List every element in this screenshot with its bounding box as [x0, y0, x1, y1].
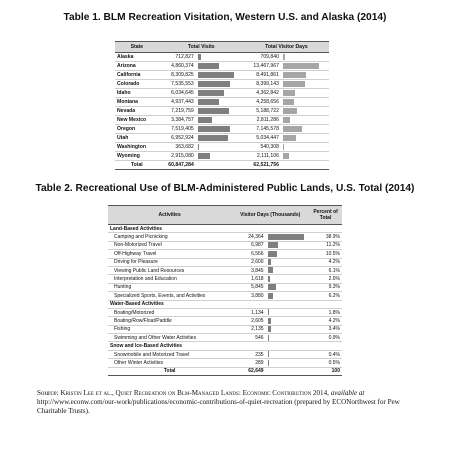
table1-visits: 6,034,645: [159, 89, 196, 98]
table1-visits: 7,519,405: [159, 125, 196, 134]
table1-days: 7,145,578: [244, 125, 281, 134]
table2-percent: 3.4%: [309, 325, 342, 333]
table1-days: 5,034,447: [244, 134, 281, 143]
table1-state: Washington: [115, 143, 159, 152]
table2-activity: Viewing Public Land Resources: [108, 266, 231, 274]
table1-body: [115, 53, 329, 161]
table2-activity: Other Winter Activities: [108, 359, 231, 367]
table1-row: [115, 152, 329, 161]
table1-days-bar: [283, 63, 319, 69]
table2-group-row: [108, 300, 342, 308]
table2-percent: 2.6%: [309, 275, 342, 283]
source-year: 2014,: [311, 389, 331, 397]
table2-total-pct: 100: [309, 367, 342, 375]
table2-days: 1,618: [231, 275, 265, 283]
table1-header-state: State: [115, 42, 159, 53]
table2-days-bar: [268, 284, 277, 290]
table2-days: 2,135: [231, 325, 265, 333]
table2-activity: Non-Motorized Travel: [108, 241, 231, 249]
table1-visits: 7,219,759: [159, 107, 196, 116]
table1-row: [115, 53, 329, 62]
table1-visits-bar: [198, 81, 231, 87]
table1-state: Utah: [115, 134, 159, 143]
table2-days-bar: [268, 309, 270, 315]
table2-group-row: [108, 225, 342, 233]
table1-state: Nevada: [115, 107, 159, 116]
table1-visits-bar: [198, 63, 219, 69]
table2-activity: Boating/Row/Float/Paddle: [108, 317, 231, 325]
table1-header-days: Total Visitor Days: [244, 42, 329, 53]
table2-activity: Interpretation and Education: [108, 275, 231, 283]
table1-visits-bar: [198, 135, 228, 141]
table1-visits: 4,860,374: [159, 62, 196, 71]
table2-days-bar: [268, 326, 271, 332]
table1-days: 4,362,842: [244, 89, 281, 98]
table2-total-label: Total: [108, 367, 231, 375]
table2-activity: Off-Highway Travel: [108, 250, 231, 258]
table1-days-bar: [283, 54, 285, 60]
table2-days: 3,845: [231, 266, 265, 274]
table2-group-name: Land-Based Activities: [108, 225, 342, 233]
table2-days: 6,566: [231, 250, 265, 258]
table1-title: Table 1. BLM Recreation Visitation, Western U.S. and Alaska (2014): [63, 12, 387, 23]
table1-days: 2,811,286: [244, 116, 281, 125]
table1-row: [115, 62, 329, 71]
table1-visits: 7,535,553: [159, 80, 196, 89]
table1-state: California: [115, 71, 159, 80]
table2-header-percent: Percent of Total: [309, 206, 342, 225]
table2-days: 546: [231, 334, 265, 342]
table2-header-activities: Activities: [108, 206, 231, 225]
table2-percent: 38.9%: [309, 233, 342, 241]
table1: [115, 41, 329, 170]
table1-visits: 2,915,080: [159, 152, 196, 161]
table2-days: 5,845: [231, 283, 265, 291]
table2-row: [108, 317, 342, 325]
table2-row: [108, 308, 342, 316]
table2-days: 3,880: [231, 292, 265, 300]
table1-days: 13,467,967: [244, 62, 281, 71]
table1-visits-bar: [198, 72, 234, 78]
table2-group-name: Water-Based Activities: [108, 300, 342, 308]
table2-days-bar: [268, 251, 278, 257]
table2-row: [108, 325, 342, 333]
table1-row: [115, 107, 329, 116]
source-available-at: available at: [330, 389, 365, 397]
table1-visits-bar: [198, 153, 211, 159]
table2-days-bar: [268, 259, 272, 265]
table1-visits-bar: [198, 99, 219, 105]
table1-state: Montana: [115, 98, 159, 107]
table1-days-bar: [283, 81, 306, 87]
table2-row: [108, 359, 342, 367]
table2-days: 24,364: [231, 233, 265, 241]
table1-state: Arizona: [115, 62, 159, 71]
table1-days-bar: [283, 126, 302, 132]
table1-row: [115, 71, 329, 80]
table2-percent: 9.3%: [309, 283, 342, 291]
table2-percent: 10.5%: [309, 250, 342, 258]
table2-activity: Swimming and Other Water Activities: [108, 334, 231, 342]
table2-days-bar: [268, 234, 304, 240]
table2-percent: 0.9%: [309, 334, 342, 342]
table2-days-bar: [268, 318, 272, 324]
table2-activity: Fishing: [108, 325, 231, 333]
table2-row: [108, 241, 342, 249]
table2-days: 289: [231, 359, 265, 367]
table1-row: [115, 143, 329, 152]
table1-visits-bar: [198, 117, 213, 123]
table1-row: [115, 116, 329, 125]
table1-visits-bar: [198, 90, 224, 96]
table2-days-bar: [268, 276, 270, 282]
table1-row: [115, 125, 329, 134]
source-note: [37, 389, 417, 416]
table2: [108, 205, 342, 376]
table2-days-bar: [268, 242, 278, 248]
table2-row: [108, 258, 342, 266]
table1-days: 8,399,143: [244, 80, 281, 89]
table2-days: 2,600: [231, 258, 265, 266]
table1-visits-bar: [198, 144, 200, 150]
table2-group-name: Snow and Ice-Based Activities: [108, 342, 342, 350]
table2-activity: Specialized Sports, Events, and Activities: [108, 292, 231, 300]
table1-row: [115, 80, 329, 89]
table1-days: 540,308: [244, 143, 281, 152]
table1-header-row: [115, 42, 329, 53]
table2-row: [108, 292, 342, 300]
table2-activity: Boating/Motorized: [108, 308, 231, 316]
table2-row: [108, 334, 342, 342]
table2-row: [108, 266, 342, 274]
table1-days-bar: [283, 108, 297, 114]
table2-group-row: [108, 342, 342, 350]
table2-days: 2,605: [231, 317, 265, 325]
table1-state: Oregon: [115, 125, 159, 134]
table1-visits: 4,937,443: [159, 98, 196, 107]
table2-title: Table 2. Recreational Use of BLM-Administered Public Lands, U.S. Total (2014): [35, 183, 415, 194]
table2-percent: 11.2%: [309, 241, 342, 249]
table2-percent: 0.5%: [309, 359, 342, 367]
table1-visits-bar: [198, 54, 201, 60]
table2-percent: 6.2%: [309, 292, 342, 300]
source-lead: Source:: [37, 389, 61, 397]
table1-state: Wyoming: [115, 152, 159, 161]
table2-total-days: 62,649: [231, 367, 265, 375]
table1-row: [115, 89, 329, 98]
table1-days: 8,491,861: [244, 71, 281, 80]
table2-row: [108, 233, 342, 241]
table2-row: [108, 350, 342, 358]
table2-activity: Camping and Picnicking: [108, 233, 231, 241]
table2-percent: 0.4%: [309, 350, 342, 358]
table1-visits-bar: [198, 108, 229, 114]
table1-row: [115, 98, 329, 107]
table2-percent: 6.1%: [309, 266, 342, 274]
table2-percent: 4.2%: [309, 258, 342, 266]
table1-total-label: Total: [115, 161, 159, 170]
table2-row: [108, 275, 342, 283]
table1-state: New Mexico: [115, 116, 159, 125]
table2-percent: 1.8%: [309, 308, 342, 316]
table1-days: 709,840: [244, 53, 281, 62]
table2-percent: 4.2%: [309, 317, 342, 325]
table1-state: Colorado: [115, 80, 159, 89]
table2-days: 235: [231, 350, 265, 358]
table1-visits: 3,384,757: [159, 116, 196, 125]
table1-days: 5,188,722: [244, 107, 281, 116]
table2-header-row: [108, 206, 342, 225]
table1-total-days: 62,521,756: [244, 161, 281, 170]
table2-total-row: [108, 367, 342, 375]
table1-row: [115, 134, 329, 143]
table2-activity: Hunting: [108, 283, 231, 291]
table1-visits: 712,827: [159, 53, 196, 62]
table2-days-bar: [268, 267, 274, 273]
table1-visits: 6,952,924: [159, 134, 196, 143]
table2-activity: Snowmobile and Motorized Travel: [108, 350, 231, 358]
table2-days-bar: [268, 335, 269, 341]
table2-row: [108, 250, 342, 258]
source-title: Kristin Lee et al., Quiet Recreation on Blm-Managed Lands: Economic Contribution: [60, 389, 312, 397]
table2-body: [108, 225, 342, 368]
table1-days-bar: [283, 72, 306, 78]
table1-total-visits: 60,847,284: [159, 161, 196, 170]
table1-days: 2,111,106: [244, 152, 281, 161]
table1-days-bar: [283, 144, 284, 150]
table1-days: 4,258,656: [244, 98, 281, 107]
table1-days-bar: [283, 135, 297, 141]
table1-days-bar: [283, 99, 294, 105]
table2-days: 6,987: [231, 241, 265, 249]
table2-days-bar: [268, 293, 274, 299]
table1-days-bar: [283, 117, 291, 123]
table1-visits-bar: [198, 126, 231, 132]
table1-visits: 8,309,825: [159, 71, 196, 80]
table1-total-row: [115, 161, 329, 170]
table2-header-days: Visitor Days (Thousands): [231, 206, 309, 225]
table2-activity: Driving for Pleasure: [108, 258, 231, 266]
table2-row: [108, 283, 342, 291]
table1-state: Alaska: [115, 53, 159, 62]
table1-header-visits: Total Visits: [159, 42, 244, 53]
table1-visits: 363,682: [159, 143, 196, 152]
table1-state: Idaho: [115, 89, 159, 98]
table1-days-bar: [283, 90, 295, 96]
table1-days-bar: [283, 153, 289, 159]
table2-days: 1,134: [231, 308, 265, 316]
source-url: http://www.econw.com/our-work/publications/economic-contributions-of-quiet-recreation (prepared by ECONorthwest for Pew Charitable Trusts).: [37, 398, 400, 415]
